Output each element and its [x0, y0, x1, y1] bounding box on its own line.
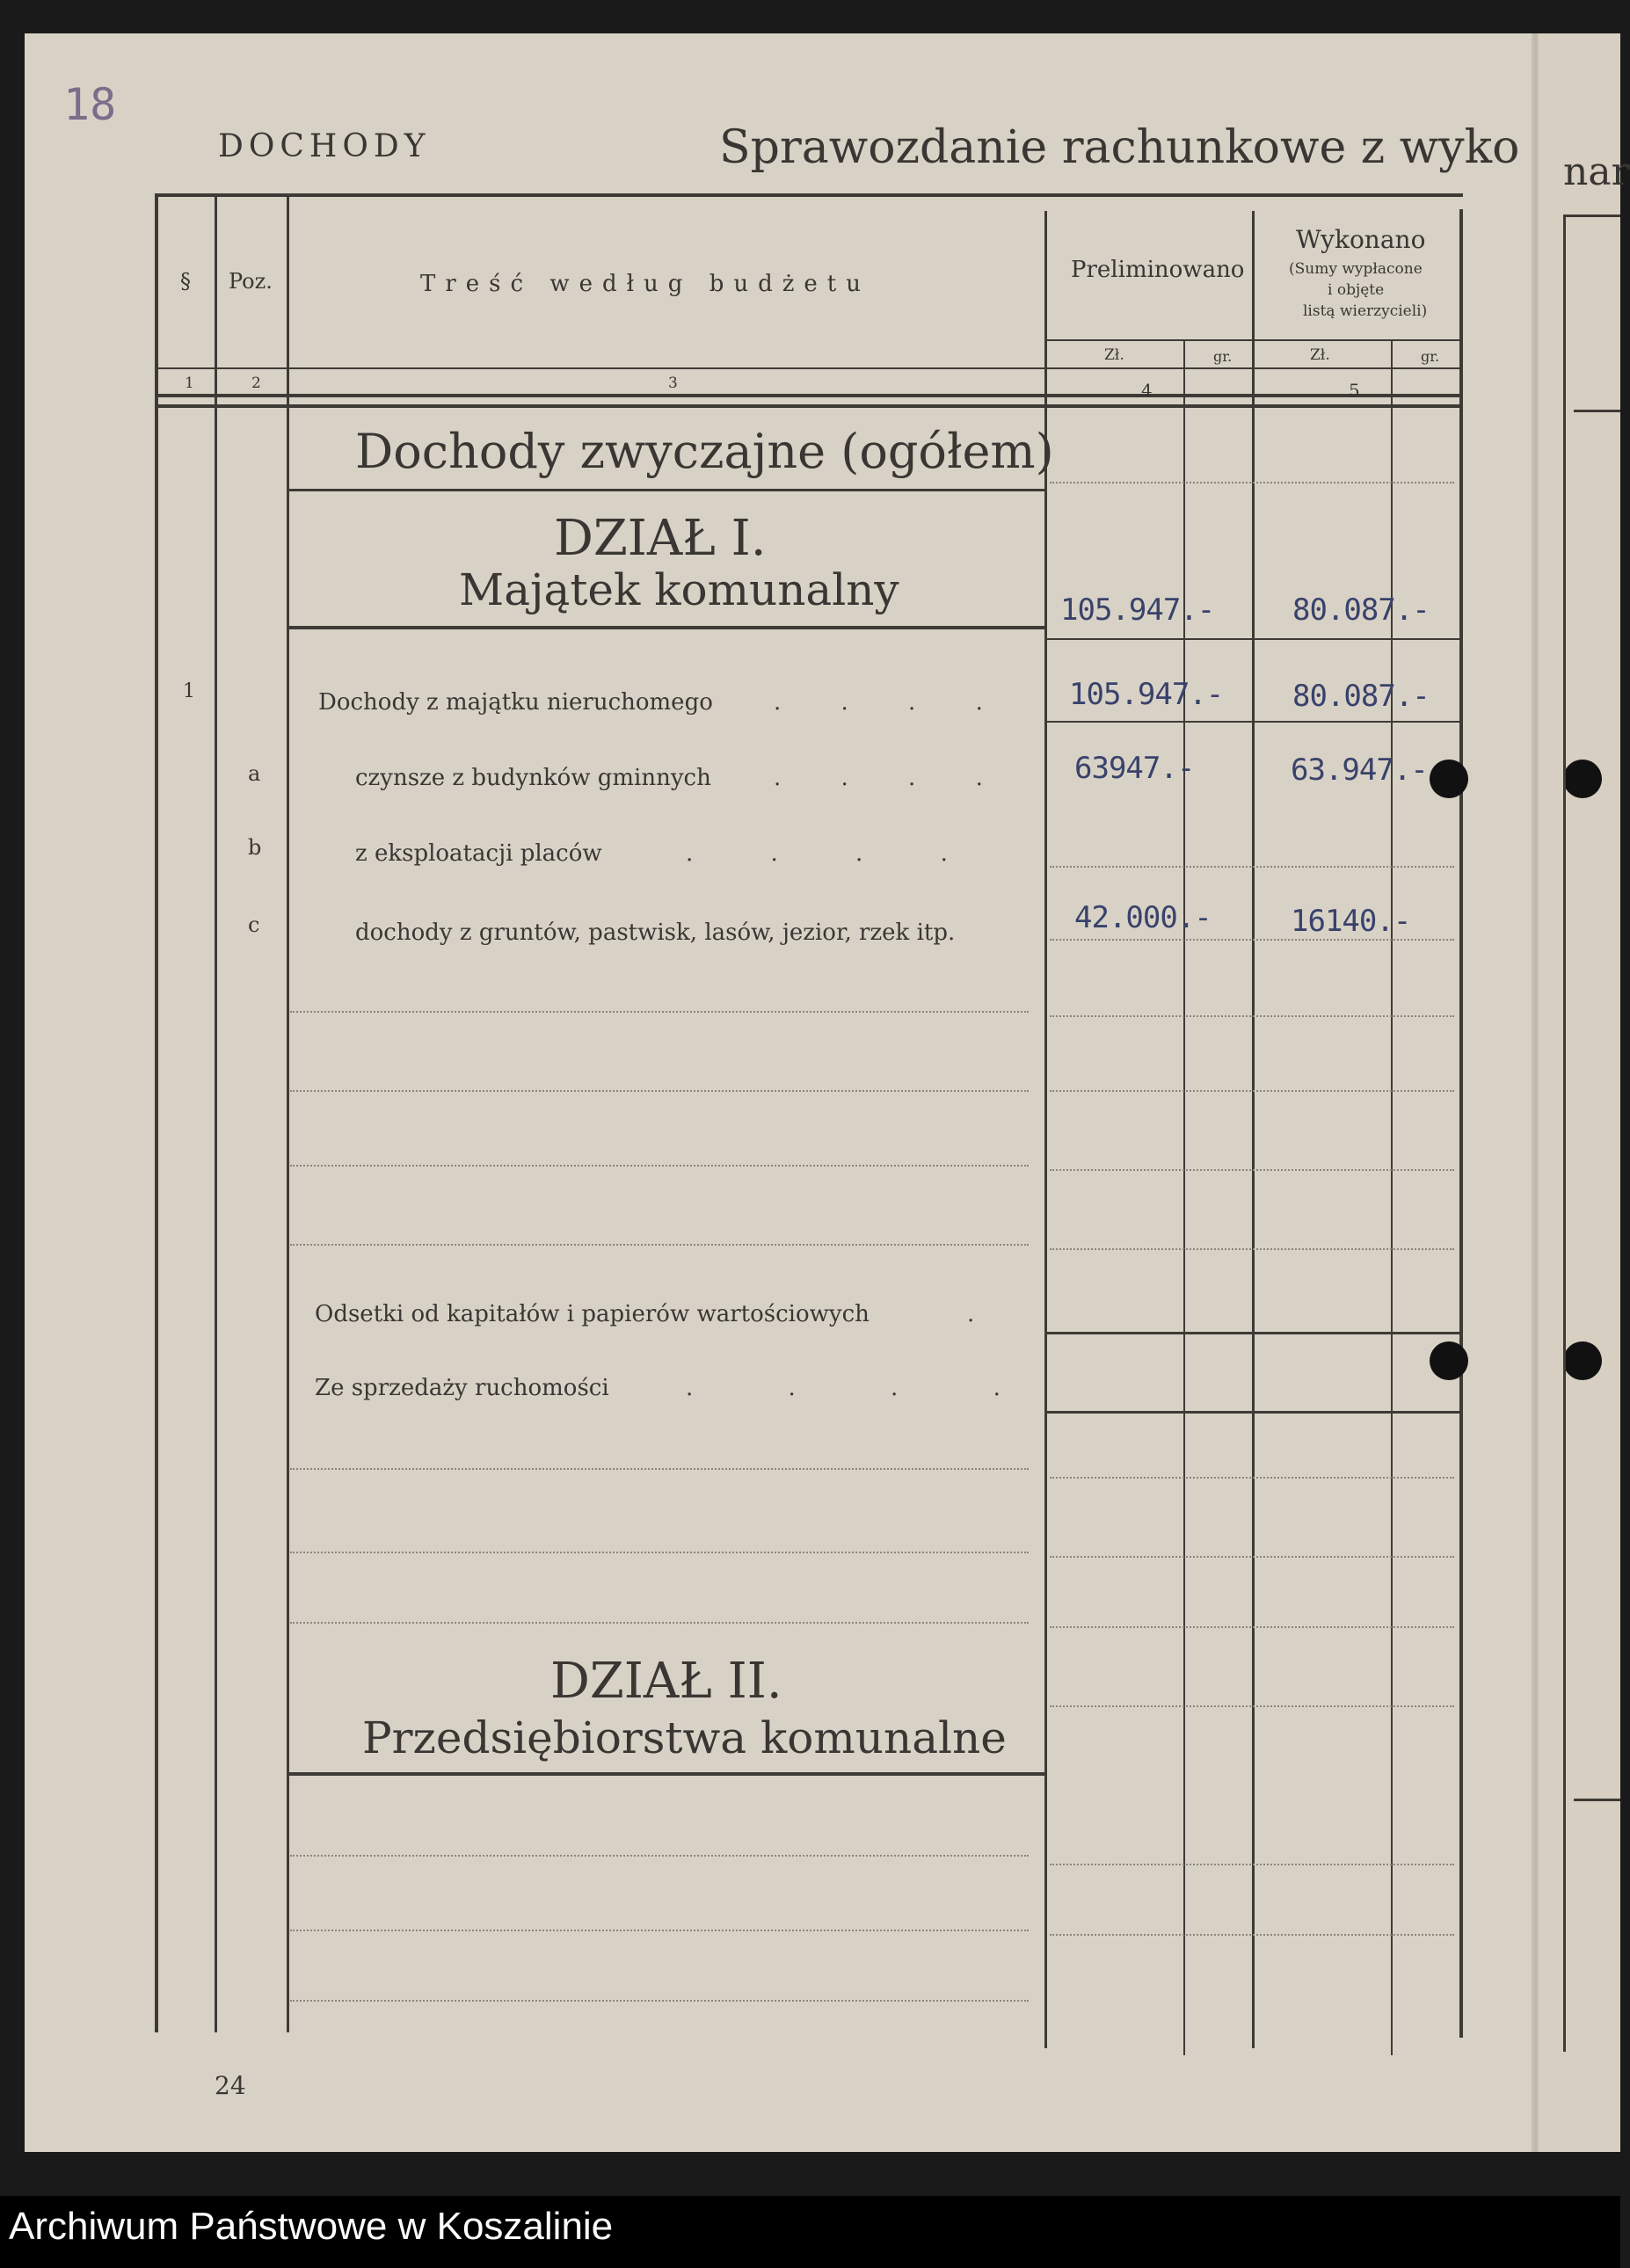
ruled-line — [290, 1011, 1029, 1013]
row-label: dochody z gruntów, pastwisk, lasów, jezior, rzek itp. — [355, 920, 956, 946]
section-divider — [288, 489, 1044, 491]
row-estimated-amount: 105.947.- — [1069, 677, 1224, 712]
column-divider — [1044, 211, 1047, 2048]
row-position: b — [248, 835, 262, 860]
ruled-line — [1050, 1864, 1454, 1865]
dzial1-name: Majątek komunalny — [459, 564, 899, 615]
amount-divider — [1044, 1332, 1463, 1334]
ruled-line — [290, 1855, 1029, 1857]
row-executed-amount: 16140.- — [1291, 904, 1411, 939]
col-content: Treść według budżetu — [420, 271, 871, 297]
col-zl: Zł. — [1104, 346, 1124, 364]
table-right-border — [1459, 209, 1463, 2038]
col-gr: gr. — [1213, 348, 1233, 365]
ruled-line — [290, 1930, 1029, 1931]
ruled-line — [1050, 1015, 1454, 1017]
row-leader-dots: . . . . — [774, 765, 1009, 791]
next-page-title-fragment: nar — [1563, 149, 1630, 194]
row-estimated-amount: 42.000.- — [1074, 900, 1212, 935]
row-executed-amount: 63.947.- — [1291, 752, 1428, 788]
section-divider — [288, 626, 1044, 629]
report-title: Sprawozdanie rachunkowe z wyko — [719, 121, 1520, 174]
ruled-line — [290, 1090, 1029, 1092]
ruled-line — [290, 2000, 1029, 2002]
col-zl: Zł. — [1310, 346, 1330, 364]
column-divider — [287, 195, 289, 2032]
dzial2-title: DZIAŁ II. — [550, 1653, 782, 1710]
col-executed: Wykonano — [1296, 225, 1426, 254]
ruled-line — [290, 1622, 1029, 1624]
row-paragraph: 1 — [183, 680, 195, 702]
col-executed-note: (Sumy wypłacone — [1289, 260, 1423, 278]
ruled-line — [290, 1468, 1029, 1470]
row-leader-dots: . — [967, 1301, 975, 1327]
amount-divider — [1044, 1411, 1463, 1414]
currency-divider — [1044, 339, 1463, 341]
row-label: Dochody z majątku nieruchomego — [318, 689, 713, 716]
ruled-line — [1050, 1169, 1454, 1171]
ruled-line — [1050, 1090, 1454, 1092]
ruled-line — [1050, 1626, 1454, 1628]
row-label: Odsetki od kapitałów i papierów wartościowych — [315, 1301, 870, 1327]
column-divider — [215, 195, 217, 2032]
dzial1-estimated-amount: 105.947.- — [1060, 592, 1215, 628]
col-estimated: Preliminowano — [1071, 257, 1245, 283]
ruled-line — [1050, 1934, 1454, 1936]
ordinary-income-heading: Dochody zwyczajne (ogółem) — [355, 424, 1054, 479]
ruled-line — [1050, 1556, 1454, 1558]
ruled-line — [1050, 482, 1454, 483]
row-leader-dots: . . . . — [686, 840, 983, 867]
page-mark: 18 — [63, 79, 117, 130]
row-estimated-amount: 63947.- — [1074, 751, 1195, 786]
ruled-line — [1050, 939, 1454, 941]
dzial1-title: DZIAŁ I. — [554, 510, 767, 567]
row-label: z eksploatacji placów — [355, 840, 602, 867]
dzial2-name: Przedsiębiorstwa komunalne — [362, 1712, 1007, 1763]
ruled-line — [1050, 1705, 1454, 1707]
header-divider — [155, 367, 1463, 369]
adjacent-table-line — [1574, 1799, 1620, 1801]
punch-hole — [1563, 1341, 1602, 1380]
amount-underline — [1044, 638, 1463, 640]
header-bottom-border — [155, 394, 1463, 397]
column-divider — [1252, 211, 1255, 2048]
row-leader-dots: . . . . — [686, 1375, 1044, 1401]
col-executed-note: i objęte — [1328, 281, 1385, 299]
col-executed-note: listą wierzycieli) — [1303, 302, 1428, 320]
dzial1-executed-amount: 80.087.- — [1292, 592, 1430, 628]
col-number: 1 — [185, 374, 194, 392]
table-left-border — [155, 195, 158, 2032]
section-divider — [288, 1772, 1044, 1776]
table-top-border — [155, 193, 1463, 197]
col-number: 2 — [251, 374, 261, 392]
col-paragraph: § — [180, 269, 191, 294]
row-position: c — [248, 912, 260, 937]
adjacent-table-line — [1574, 410, 1620, 412]
ruled-line — [290, 1165, 1029, 1167]
row-position: a — [248, 761, 261, 786]
row-label: czynsze z budynków gminnych — [355, 765, 711, 791]
ruled-line — [290, 1552, 1029, 1553]
section-heading: DOCHODY — [218, 128, 431, 164]
page-number: 24 — [215, 2071, 246, 2100]
amount-underline — [1044, 721, 1463, 723]
row-executed-amount: 80.087.- — [1292, 679, 1430, 714]
punch-hole — [1430, 760, 1468, 798]
adjacent-table-line — [1563, 214, 1620, 217]
header-bottom-border — [155, 404, 1463, 408]
row-leader-dots: . . . . — [774, 689, 1009, 716]
ruled-line — [1050, 1248, 1454, 1250]
adjacent-page — [1539, 33, 1620, 2152]
archive-caption: Archiwum Państwowe w Koszalinie — [9, 2205, 614, 2248]
col-number: 5 — [1349, 380, 1360, 401]
archive-caption-bar — [0, 2196, 1620, 2268]
col-gr: gr. — [1421, 348, 1440, 365]
punch-hole — [1430, 1341, 1468, 1380]
adjacent-table-line — [1563, 214, 1566, 2052]
ruled-line — [1050, 1477, 1454, 1479]
col-position: Poz. — [229, 269, 273, 294]
row-label: Ze sprzedaży ruchomości — [315, 1375, 609, 1401]
ruled-line — [1050, 866, 1454, 868]
col-number: 4 — [1141, 380, 1153, 401]
punch-hole — [1563, 760, 1602, 798]
col-number: 3 — [668, 374, 678, 392]
ruled-line — [290, 1244, 1029, 1246]
